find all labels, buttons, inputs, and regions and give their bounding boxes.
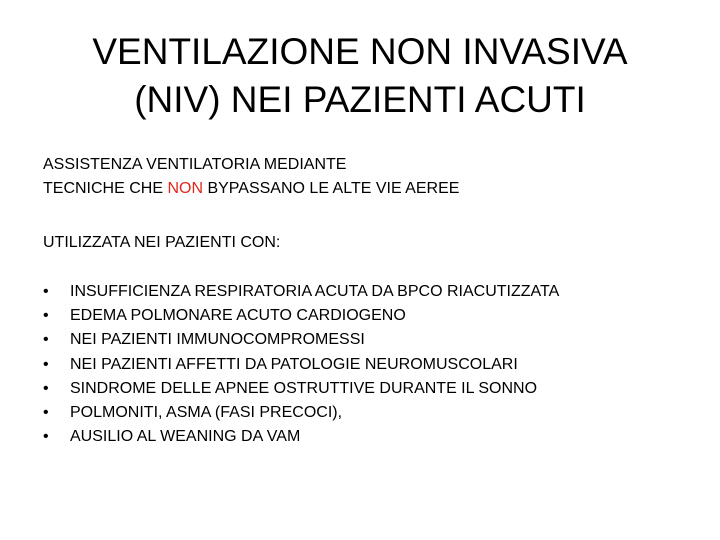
usage-heading: UTILIZZATA NEI PAZIENTI CON: [43,234,281,251]
bullet-marker: • [43,331,49,349]
bullet-marker: • [43,379,49,397]
definition-line-2-start: TECNICHE CHE [43,180,168,197]
indication-list [43,280,559,449]
list-item [43,401,559,425]
bullet-marker: • [43,307,49,325]
list-item [43,377,559,401]
bullet-marker: • [43,404,49,422]
slide-title [30,28,690,124]
slide-title-line-1: VENTILAZIONE NON INVASIVA [92,31,628,72]
bullet-marker: • [43,355,49,373]
list-item-text: NEI PAZIENTI IMMUNOCOMPROMESSI [70,331,365,349]
list-item-text: AUSILIO AL WEANING DA VAM [70,428,301,446]
list-item-text: INSUFFICIENZA RESPIRATORIA ACUTA DA BPCO RIACUTIZZATA [70,283,560,300]
definition-line-2 [43,177,459,201]
list-item-text: POLMONITI, ASMA (FASI PRECOCI), [70,404,343,422]
list-item [43,328,559,352]
list-item-text: NEI PAZIENTI AFFETTI DA PATOLOGIE NEUROMUSCOLARI [70,355,518,373]
bullet-marker: • [43,428,49,446]
list-item-text: EDEMA POLMONARE ACUTO CARDIOGENO [70,307,406,325]
list-item [43,353,559,377]
definition-highlight-non: NON [167,180,204,197]
slide-title-line-2: (NIV) NEI PAZIENTI ACUTI [134,79,586,120]
list-item [43,280,559,304]
list-item [43,425,559,449]
definition-line-2-end: BYPASSANO LE ALTE VIE AEREE [203,180,460,197]
list-item-text: SINDROME DELLE APNEE OSTRUTTIVE DURANTE IL SONNO [70,379,538,397]
bullet-marker: • [43,283,49,300]
definition-line-1: ASSISTENZA VENTILATORIA MEDIANTE [43,156,347,173]
list-item [43,304,559,328]
definition-text [43,153,459,201]
